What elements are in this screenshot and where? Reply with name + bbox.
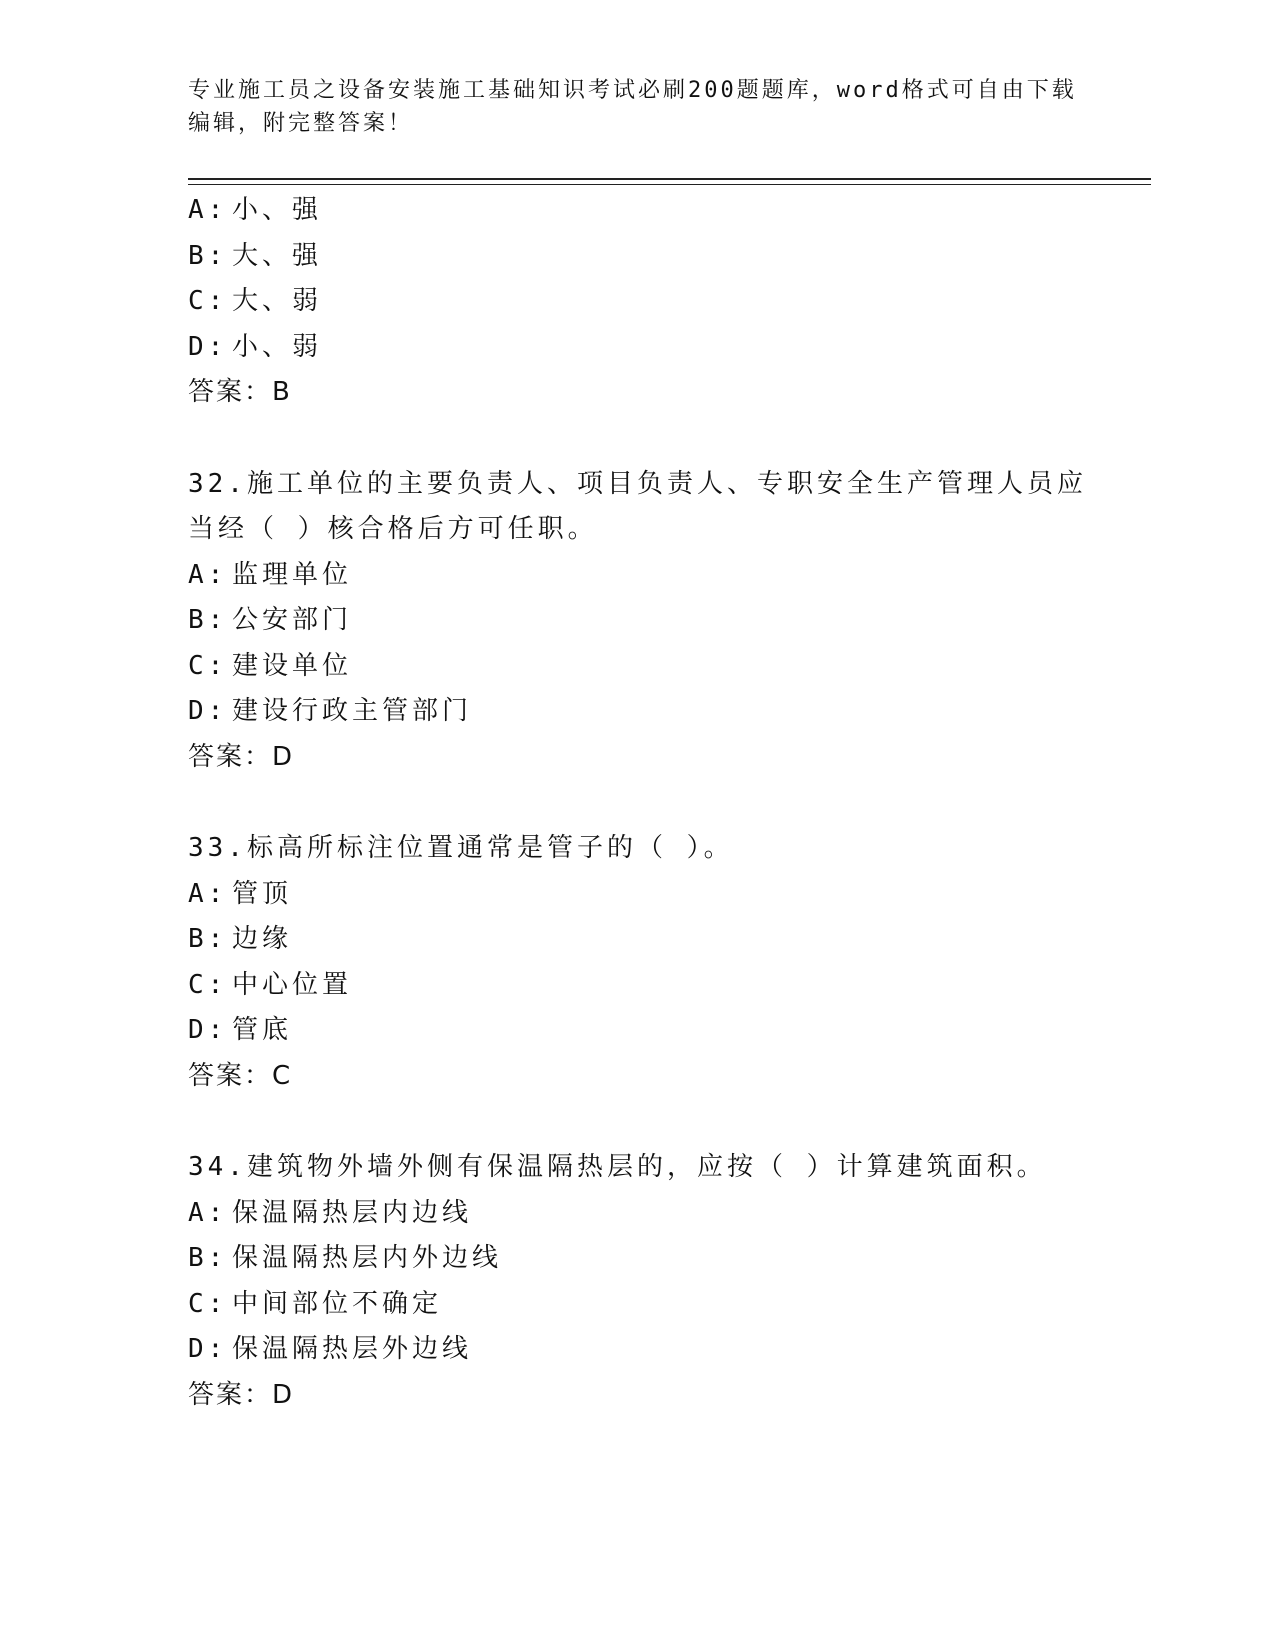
question-33 (188, 826, 1108, 1099)
option-letter: D: (188, 1015, 228, 1045)
option-letter: A: (188, 878, 228, 909)
question-stem: 34.建筑物外墙外侧有保温隔热层的，应按（ ）计算建筑面积。 (188, 1152, 1047, 1182)
option-d (188, 325, 1108, 371)
option-d (188, 1008, 1108, 1054)
option-letter: C: (188, 1288, 228, 1319)
option-letter: D: (188, 1334, 228, 1364)
option-text: 边缘 (232, 924, 293, 954)
option-letter: C: (188, 286, 228, 316)
option-a (188, 872, 1108, 918)
question-stem: 32.施工单位的主要负责人、项目负责人、专职安全生产管理人员应当经（ ）核合格后方可任职。 (188, 468, 1087, 544)
question-31 (188, 188, 1108, 416)
answer-line: 答案：D (188, 741, 295, 772)
option-letter: B: (188, 240, 228, 271)
option-d (188, 1327, 1108, 1373)
option-b (188, 917, 1108, 963)
option-text: 保温隔热层外边线 (232, 1334, 473, 1364)
option-c (188, 1282, 1108, 1328)
answer-line: 答案：C (188, 1060, 293, 1091)
option-text: 公安部门 (232, 605, 353, 635)
option-letter: B: (188, 924, 228, 954)
option-letter: A: (188, 195, 228, 225)
question-stem: 33.标高所标注位置通常是管子的（ ）。 (188, 833, 734, 863)
option-b (188, 1236, 1108, 1282)
answer-line: 答案：B (188, 377, 292, 407)
option-letter: D: (188, 331, 228, 362)
question-32 (188, 462, 1108, 781)
option-b (188, 598, 1108, 644)
option-text: 中心位置 (232, 969, 353, 1000)
option-b (188, 234, 1108, 280)
option-d (188, 689, 1108, 735)
header-divider-thin (188, 184, 1151, 185)
option-text: 大、弱 (232, 286, 323, 316)
option-text: 大、强 (232, 240, 323, 271)
option-letter: C: (188, 650, 228, 681)
option-c (188, 279, 1108, 325)
option-text: 小、弱 (232, 331, 323, 362)
option-a (188, 553, 1108, 599)
option-text: 建设行政主管部门 (232, 696, 473, 726)
option-text: 管顶 (232, 878, 293, 909)
option-letter: B: (188, 605, 228, 635)
option-c (188, 963, 1108, 1009)
page-header-title: 专业施工员之设备安装施工基础知识考试必刷200题题库，word格式可自由下载编辑，附完整答案！ (188, 78, 1077, 136)
option-letter: A: (188, 1197, 228, 1228)
option-text: 监理单位 (232, 559, 353, 590)
option-text: 建设单位 (232, 650, 353, 681)
header-divider-thick (188, 178, 1151, 180)
option-text: 保温隔热层内外边线 (232, 1243, 503, 1273)
option-text: 中间部位不确定 (232, 1288, 443, 1319)
option-letter: C: (188, 969, 228, 1000)
option-a (188, 188, 1108, 234)
option-text: 管底 (232, 1015, 293, 1045)
option-text: 小、强 (232, 195, 323, 225)
option-c (188, 644, 1108, 690)
question-list (188, 188, 1108, 1418)
option-letter: A: (188, 559, 228, 590)
answer-line: 答案：D (188, 1379, 295, 1410)
option-text: 保温隔热层内边线 (232, 1197, 473, 1228)
option-letter: B: (188, 1243, 228, 1273)
question-34 (188, 1145, 1108, 1418)
option-a (188, 1191, 1108, 1237)
option-letter: D: (188, 696, 228, 726)
